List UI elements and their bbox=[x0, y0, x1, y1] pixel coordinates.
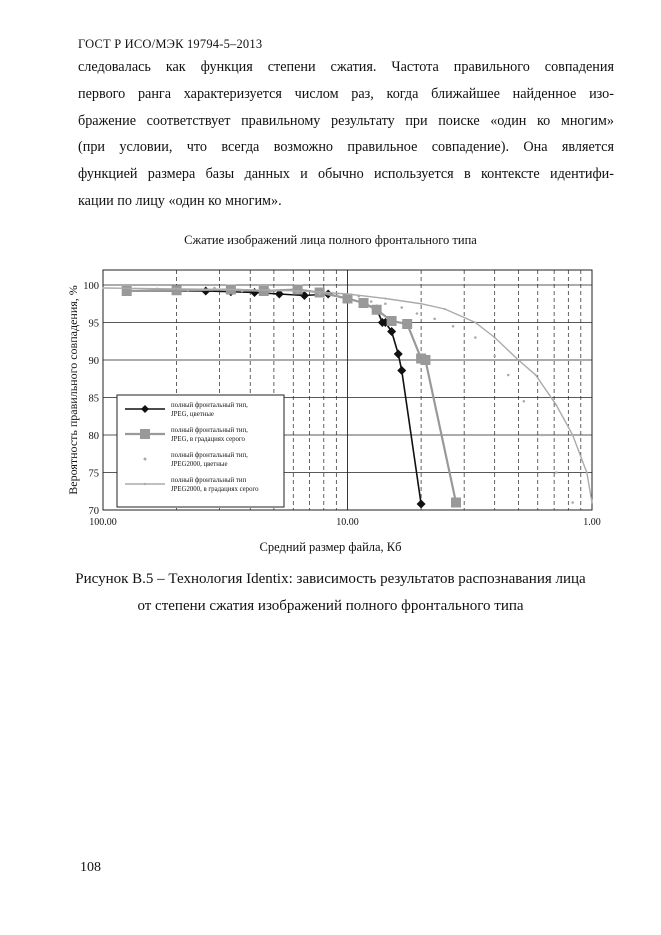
y-tick-label: 80 bbox=[88, 431, 99, 442]
data-point bbox=[259, 286, 269, 296]
y-tick-label: 90 bbox=[88, 356, 99, 367]
data-point bbox=[535, 374, 537, 376]
legend-label: JPEG, в градациях серого bbox=[171, 436, 245, 443]
data-point bbox=[172, 285, 182, 295]
data-point bbox=[387, 316, 397, 326]
body-paragraph bbox=[78, 54, 614, 215]
data-point bbox=[201, 287, 210, 296]
data-point bbox=[494, 337, 496, 339]
data-point bbox=[493, 355, 496, 358]
caption-line: Рисунок В.5 – Технология Identix: зависимость результатов распознавания лица bbox=[75, 571, 586, 587]
data-point bbox=[384, 298, 386, 300]
data-point bbox=[397, 366, 406, 375]
data-point bbox=[586, 472, 588, 474]
data-point bbox=[402, 319, 412, 329]
data-point bbox=[517, 359, 519, 361]
x-tick-label: 100.00 bbox=[89, 517, 117, 528]
data-point bbox=[296, 291, 299, 294]
data-point bbox=[572, 434, 574, 436]
y-axis-label: Вероятность правильного совпадения, % bbox=[66, 285, 80, 495]
data-point bbox=[541, 434, 544, 437]
legend-marker bbox=[144, 458, 147, 461]
data-point bbox=[417, 500, 426, 509]
chart-x-axis-label: Средний размер файла, Кб bbox=[259, 540, 402, 554]
data-point bbox=[507, 374, 510, 377]
data-point bbox=[318, 293, 321, 296]
data-point bbox=[347, 293, 349, 295]
data-point bbox=[394, 350, 403, 359]
figure-caption bbox=[0, 566, 661, 620]
data-point bbox=[444, 308, 446, 310]
data-point bbox=[420, 355, 430, 365]
data-point bbox=[571, 501, 574, 504]
x-tick-label: 10.00 bbox=[336, 517, 359, 528]
paragraph-line: (при условии, что всегда возможно правильное совпадение). Она является bbox=[78, 139, 614, 156]
paragraph-line: кации по лицу «один ко многим». bbox=[78, 192, 282, 209]
paragraph-line: бражение соответствует правильному результату при поиске «один ко многим» bbox=[78, 112, 614, 129]
data-point bbox=[230, 289, 232, 291]
data-point bbox=[156, 288, 158, 290]
data-point bbox=[555, 471, 558, 474]
data-point bbox=[400, 306, 403, 309]
data-point bbox=[451, 498, 461, 508]
running-header: ГОСТ Р ИСО/МЭК 19794-5–2013 bbox=[78, 37, 263, 51]
data-point bbox=[591, 502, 593, 504]
y-tick-label: 75 bbox=[88, 468, 99, 480]
x-tick-label: 1.00 bbox=[583, 517, 601, 528]
data-point bbox=[474, 322, 476, 324]
data-point bbox=[420, 303, 422, 305]
data-point bbox=[370, 300, 373, 303]
legend-marker bbox=[144, 483, 146, 485]
paragraph-line: первого ранга характеризуется числом раз, когда ближайшее найденное изо- bbox=[78, 85, 614, 102]
legend-label: полный фронтальный тип, bbox=[171, 402, 248, 409]
data-point bbox=[372, 305, 382, 315]
legend-marker bbox=[140, 429, 150, 439]
data-point bbox=[102, 287, 104, 289]
legend-label: полный фронтальный тип, bbox=[171, 452, 248, 459]
y-tick-label: 70 bbox=[88, 506, 99, 517]
legend-label: полный фронтальный тип bbox=[171, 477, 247, 484]
legend-label: JPEG2000, цветные bbox=[171, 461, 228, 468]
data-point bbox=[474, 336, 477, 339]
data-point bbox=[303, 290, 305, 292]
caption-line: от степени сжатия изображений полного фронтального типа bbox=[137, 598, 524, 614]
y-tick-label: 100 bbox=[83, 281, 99, 292]
legend-label: полный фронтальный тип, bbox=[171, 427, 248, 434]
data-point bbox=[555, 404, 557, 406]
data-point bbox=[359, 298, 369, 308]
paragraph-line: функцией размера базы данных и обычно используется в контексте идентифи- bbox=[78, 166, 614, 183]
data-point bbox=[384, 302, 387, 305]
compression-chart bbox=[60, 255, 610, 540]
data-point bbox=[122, 286, 132, 296]
y-tick-label: 95 bbox=[88, 318, 99, 330]
y-tick-label: 85 bbox=[88, 393, 99, 405]
legend-label: JPEG2000, в градациях серого bbox=[171, 486, 259, 493]
data-point bbox=[523, 400, 526, 403]
data-point bbox=[336, 294, 339, 297]
data-point bbox=[452, 325, 455, 328]
legend-label: JPEG, цветные bbox=[171, 411, 214, 418]
chart-title: Сжатие изображений лица полного фронтального типа bbox=[184, 233, 477, 247]
paragraph-line: следовалась как функция степени сжатия. Частота правильного совпадения bbox=[78, 59, 614, 75]
data-point bbox=[433, 317, 436, 320]
page-number: 108 bbox=[80, 860, 101, 875]
data-point bbox=[416, 312, 419, 315]
